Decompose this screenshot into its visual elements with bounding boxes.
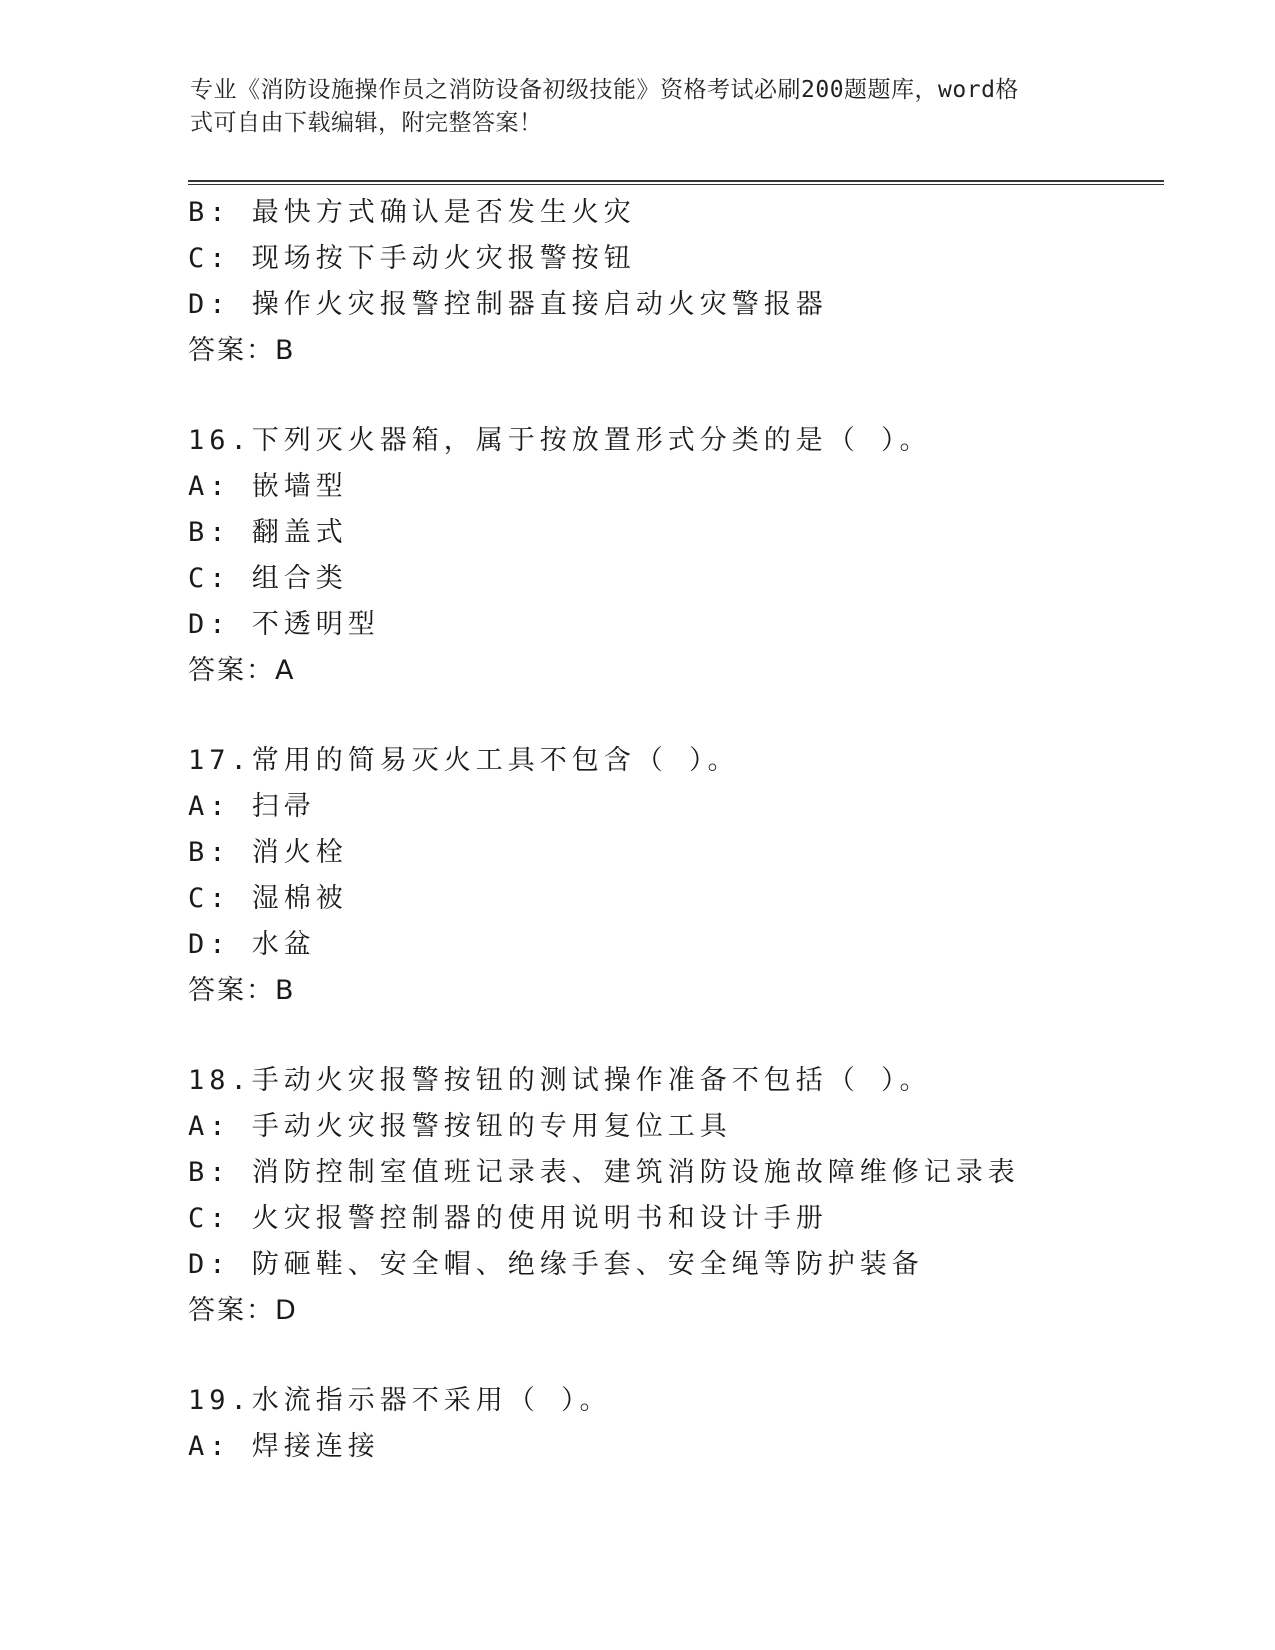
question-stem: 18.手动火灾报警按钮的测试操作准备不包括（ ）。 xyxy=(188,1065,932,1096)
question-17 xyxy=(188,738,1168,1014)
answer: 答案：B xyxy=(188,975,296,1006)
option-c: C: 火灾报警控制器的使用说明书和设计手册 xyxy=(188,1203,828,1234)
header-line-2: 式可自由下载编辑，附完整答案！ xyxy=(190,110,543,136)
option-b: B: 消防控制室值班记录表、建筑消防设施故障维修记录表 xyxy=(188,1157,1020,1188)
question-stem: 17.常用的简易灭火工具不包含（ ）。 xyxy=(188,745,740,776)
option-a: A: 手动火灾报警按钮的专用复位工具 xyxy=(188,1111,732,1142)
option-d: D: 操作火灾报警控制器直接启动火灾警报器 xyxy=(188,289,828,320)
document-header xyxy=(190,74,1090,140)
question-content xyxy=(188,190,1168,1470)
option-c: C: 组合类 xyxy=(188,563,348,594)
option-b: B: 消火栓 xyxy=(188,837,348,868)
question-18 xyxy=(188,1058,1168,1334)
option-a: A: 嵌墙型 xyxy=(188,471,348,502)
question-16 xyxy=(188,418,1168,694)
option-c: C: 湿棉被 xyxy=(188,883,348,914)
answer: 答案：A xyxy=(188,655,296,686)
header-divider xyxy=(188,180,1164,185)
option-a: A: 扫帚 xyxy=(188,791,316,822)
question-19 xyxy=(188,1378,1168,1470)
answer: 答案：B xyxy=(188,335,296,366)
question-15-continuation xyxy=(188,190,1168,374)
option-d: D: 水盆 xyxy=(188,929,316,960)
answer: 答案：D xyxy=(188,1295,298,1326)
option-b: B: 最快方式确认是否发生火灾 xyxy=(188,197,636,228)
option-c: C: 现场按下手动火灾报警按钮 xyxy=(188,243,636,274)
option-d: D: 防砸鞋、安全帽、绝缘手套、安全绳等防护装备 xyxy=(188,1249,924,1280)
option-b: B: 翻盖式 xyxy=(188,517,348,548)
option-d: D: 不透明型 xyxy=(188,609,380,640)
option-a: A: 焊接连接 xyxy=(188,1431,380,1462)
question-stem: 16.下列灭火器箱，属于按放置形式分类的是（ ）。 xyxy=(188,425,932,456)
header-line-1: 专业《消防设施操作员之消防设备初级技能》资格考试必刷200题题库，word格 xyxy=(190,77,1019,103)
question-stem: 19.水流指示器不采用（ ）。 xyxy=(188,1385,612,1416)
